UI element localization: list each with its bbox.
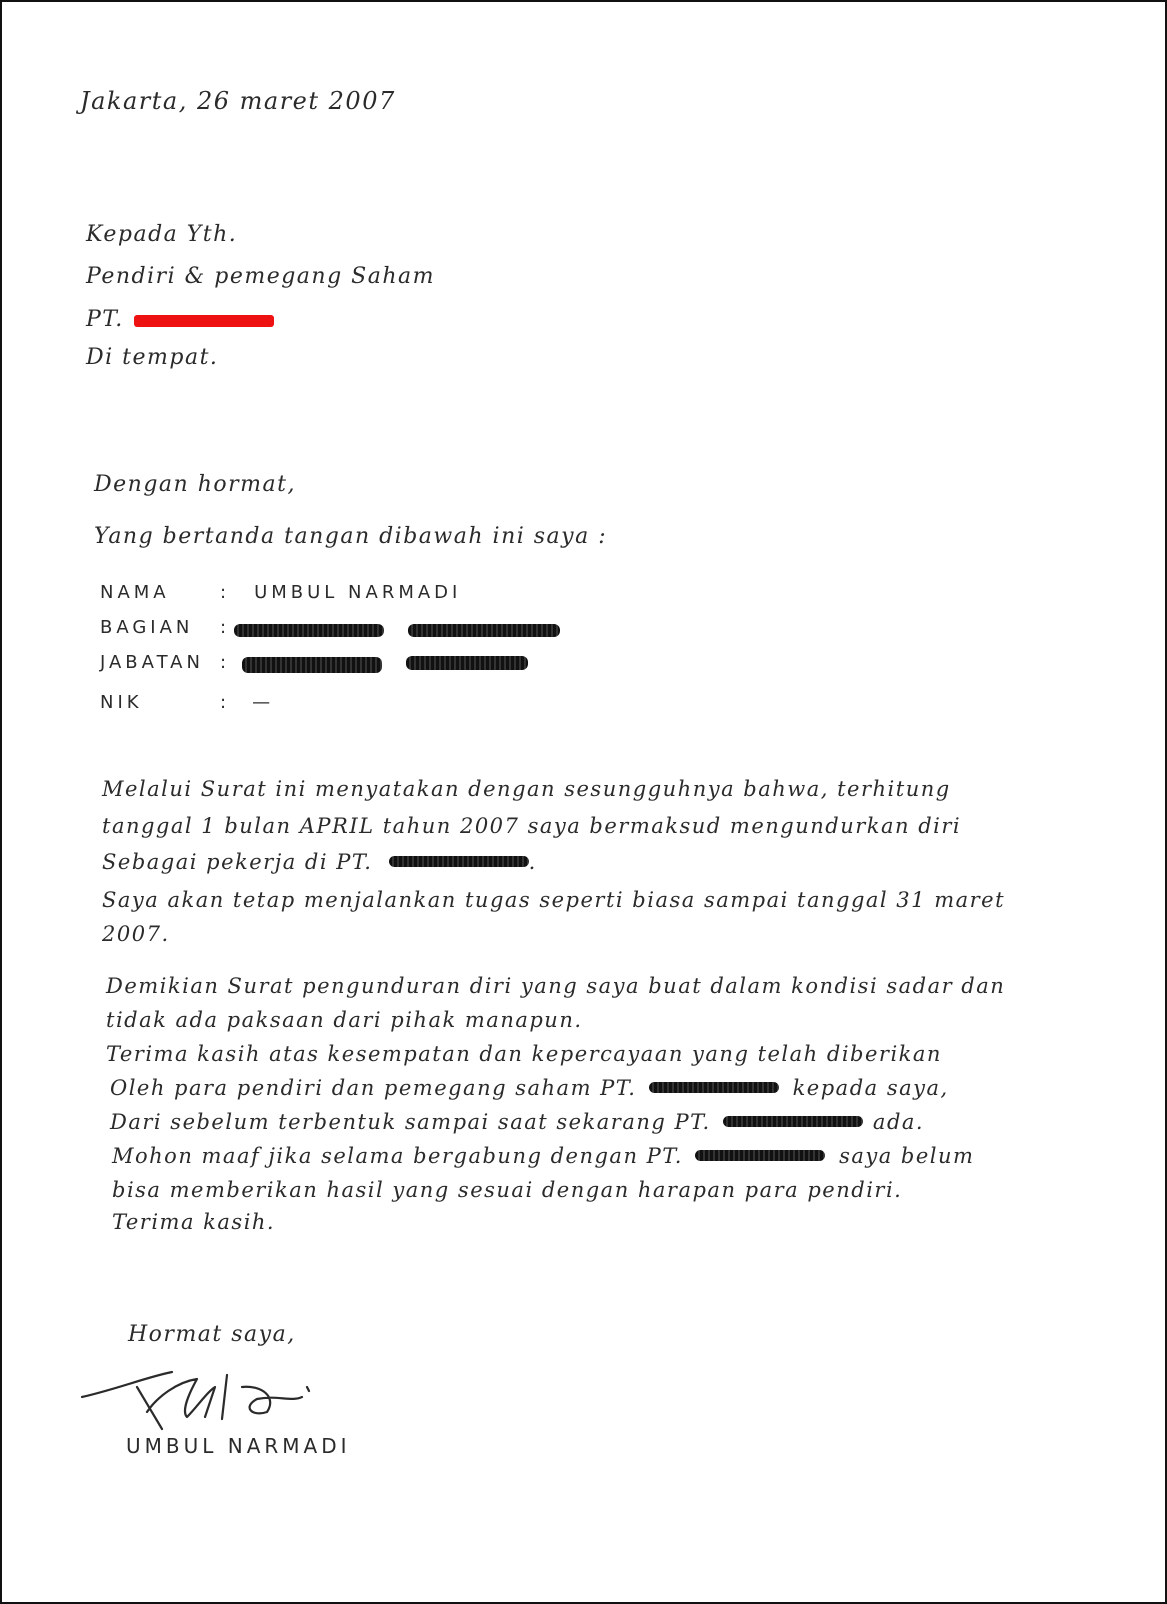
para2-line2: tidak ada paksaan dari pihak manapun. [106, 1008, 583, 1032]
jabatan-sep: : [220, 652, 231, 673]
signature-scribble [77, 1357, 337, 1437]
para2-line4 [110, 1076, 949, 1100]
closing: Hormat saya, [128, 1322, 296, 1347]
recipient-line-2: Pendiri & pemegang Saham [86, 264, 436, 289]
para2-line3: Terima kasih atas kesempatan dan kepercayaan yang telah diberikan [106, 1042, 942, 1066]
bagian-redaction-1 [234, 624, 384, 637]
para2-line7: bisa memberikan hasil yang sesuai dengan harapan para pendiri. [112, 1178, 903, 1202]
para2-line5 [110, 1110, 924, 1134]
para1-company-redaction [389, 856, 529, 867]
para2-line8: Terima kasih. [112, 1210, 276, 1234]
nik-sep: : [220, 692, 231, 713]
para1-line1: Melalui Surat ini menyatakan dengan sesungguhnya bahwa, terhitung [102, 777, 951, 801]
recipient-line-1: Kepada Yth. [86, 222, 238, 247]
company-redaction-red [134, 315, 274, 327]
para2-company-redaction-1 [649, 1082, 779, 1093]
para2-company-redaction-2 [723, 1116, 863, 1127]
jabatan-label: JABATAN [100, 652, 204, 673]
para1-line4: Saya akan tetap menjalankan tugas seperti biasa sampai tanggal 31 maret [102, 888, 1006, 912]
jabatan-redaction-2 [406, 656, 528, 670]
nama-label: NAMA [100, 582, 170, 603]
bagian-sep: : [220, 617, 231, 638]
para2-line4-end: kepada saya, [792, 1076, 949, 1100]
field-nama [100, 582, 461, 603]
para1-line5: 2007. [102, 922, 170, 946]
signature-name: UMBUL NARMADI [126, 1434, 351, 1458]
para2-company-redaction-3 [695, 1150, 825, 1161]
field-nik [100, 692, 274, 713]
field-bagian [100, 617, 230, 638]
para1-line2: tanggal 1 bulan APRIL tahun 2007 saya bermaksud mengundurkan diri [102, 814, 962, 838]
para1-line3 [102, 850, 537, 874]
recipient-line-4: Di tempat. [86, 345, 219, 370]
nama-sep: : [220, 582, 231, 603]
para2-line4-text: Oleh para pendiri dan pemegang saham PT. [110, 1076, 637, 1100]
greeting: Dengan hormat, [94, 472, 296, 497]
bagian-label: BAGIAN [100, 617, 194, 638]
bagian-redaction-2 [408, 624, 560, 637]
para1-line3-text: Sebagai pekerja di PT. [102, 850, 373, 874]
para2-line1: Demikian Surat pengunduran diri yang saya buat dalam kondisi sadar dan [106, 974, 1006, 998]
nik-label: NIK [100, 692, 143, 713]
para2-line5-end: ada. [872, 1110, 925, 1134]
nik-value: — [252, 692, 275, 713]
para1-line3-end: . [528, 850, 537, 874]
para2-line6 [112, 1144, 974, 1168]
recipient-line-3: PT. [86, 307, 124, 332]
para2-line5-text: Dari sebelum terbentuk sampai saat sekarang PT. [110, 1110, 711, 1134]
field-jabatan [100, 652, 230, 673]
para2-line6-end: saya belum [839, 1144, 975, 1168]
jabatan-redaction-1 [242, 657, 382, 673]
place-date: Jakarta, 26 maret 2007 [80, 87, 396, 115]
nama-value: UMBUL NARMADI [254, 582, 462, 603]
intro-line: Yang bertanda tangan dibawah ini saya : [94, 524, 608, 549]
para2-line6-text: Mohon maaf jika selama bergabung dengan PT. [112, 1144, 683, 1168]
